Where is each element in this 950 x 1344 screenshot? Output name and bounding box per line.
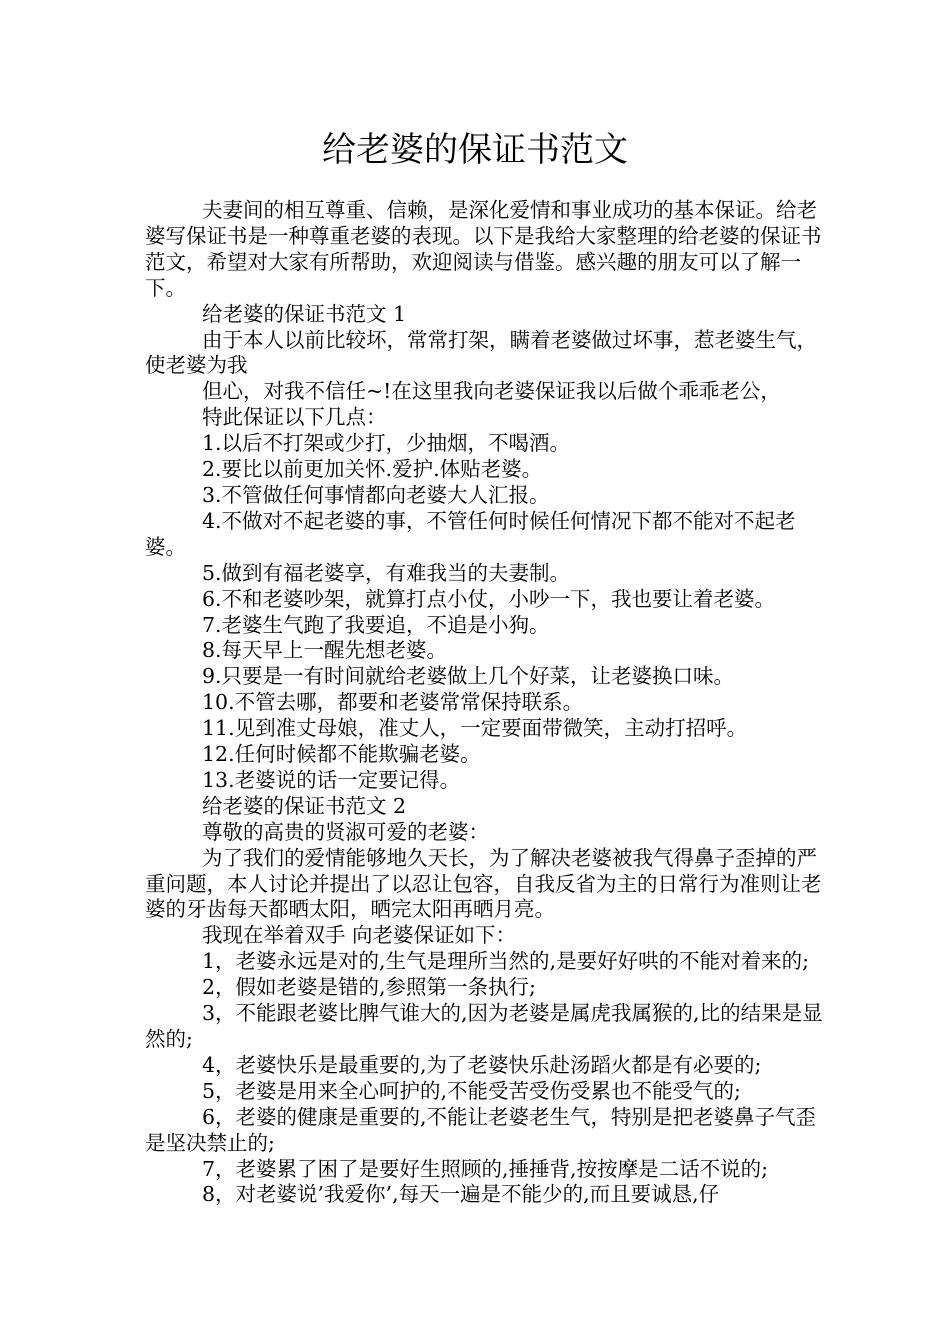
document-body bbox=[145, 198, 825, 1208]
list-item: 5，老婆是用来全心呵护的,不能受苦受伤受累也不能受气的; bbox=[202, 1078, 741, 1103]
list-item: 2，假如老婆是错的,参照第一条执行; bbox=[202, 975, 536, 1000]
list-item: 3.不管做任何事情都向老婆大人汇报。 bbox=[202, 482, 550, 507]
salutation: 尊敬的高贵的贤淑可爱的老婆： bbox=[202, 819, 489, 844]
list-item: 10.不管去哪，都要和老婆常常保持联系。 bbox=[202, 690, 584, 715]
list-item: 7，老婆累了困了是要好生照顾的,捶捶背,按按摩是二话不说的; bbox=[202, 1156, 768, 1181]
list-item: 8，对老婆说’我爱你’,每天一遍是不能少的,而且要诚恳,仔 bbox=[202, 1182, 720, 1207]
paragraph: 特此保证以下几点： bbox=[202, 405, 387, 430]
document-title: 给老婆的保证书范文 bbox=[322, 130, 628, 170]
list-item: 1，老婆永远是对的,生气是理所当然的,是要好好哄的不能对着来的; bbox=[202, 949, 809, 974]
list-item: 3，不能跟老婆比脾气谁大的,因为老婆是属虎我属猴的,比的结果是显然的; bbox=[145, 1001, 823, 1051]
list-item: 6，老婆的健康是重要的,不能让老婆老生气，特别是把老婆鼻子气歪是坚决禁止的; bbox=[145, 1104, 817, 1155]
list-item: 12.任何时候都不能欺骗老婆。 bbox=[202, 742, 481, 767]
paragraph: 为了我们的爱情能够地久天长，为了解决老婆被我气得鼻子歪掉的严重问题，本人讨论并提出了以忍让包容，自我反省为主的日常行为准则让老婆的牙齿每天都晒太阳，晒完太阳再晒月亮。 bbox=[145, 845, 822, 922]
list-item: 4，老婆快乐是最重要的,为了老婆快乐赴汤蹈火都是有必要的; bbox=[202, 1052, 762, 1077]
list-item: 9.只要是一有时间就给老婆做上几个好菜，让老婆换口味。 bbox=[202, 664, 735, 689]
list-item: 5.做到有福老婆享，有难我当的夫妻制。 bbox=[202, 560, 571, 585]
list-item: 8.每天早上一醒先想老婆。 bbox=[202, 638, 448, 663]
paragraph-intro: 夫妻间的相互尊重、信赖，是深化爱情和事业成功的基本保证。给老婆写保证书是一种尊重老婆的表现。以下是我给大家整理的给老婆的保证书范文，希望对大家有所帮助，欢迎阅读与借鉴。感兴趣的朋友可以了解一下。 bbox=[145, 198, 822, 300]
list-item: 2.要比以前更加关怀.爱护.体贴老婆。 bbox=[202, 457, 543, 482]
list-item: 1.以后不打架或少打，少抽烟，不喝酒。 bbox=[202, 431, 571, 456]
list-item: 4.不做对不起老婆的事，不管任何时候任何情况下都不能对不起老婆。 bbox=[145, 508, 796, 559]
section-heading-2: 给老婆的保证书范文 2 bbox=[202, 793, 407, 818]
list-item: 6.不和老婆吵架，就算打点小仗，小吵一下，我也要让着老婆。 bbox=[202, 586, 776, 611]
list-item: 11.见到准丈母娘，准丈人，一定要面带微笑，主动打招呼。 bbox=[202, 716, 748, 741]
paragraph: 但心，对我不信任~!在这里我向老婆保证我以后做个乖乖老公， bbox=[202, 379, 781, 404]
section-heading-1: 给老婆的保证书范文 1 bbox=[202, 301, 407, 326]
paragraph: 我现在举着双手 向老婆保证如下： bbox=[202, 923, 517, 948]
paragraph: 由于本人以前比较坏，常常打架，瞒着老婆做过坏事，惹老婆生气，使老婆为我 bbox=[145, 327, 817, 378]
list-item: 13.老婆说的话一定要记得。 bbox=[202, 767, 461, 792]
list-item: 7.老婆生气跑了我要追，不追是小狗。 bbox=[202, 612, 550, 637]
